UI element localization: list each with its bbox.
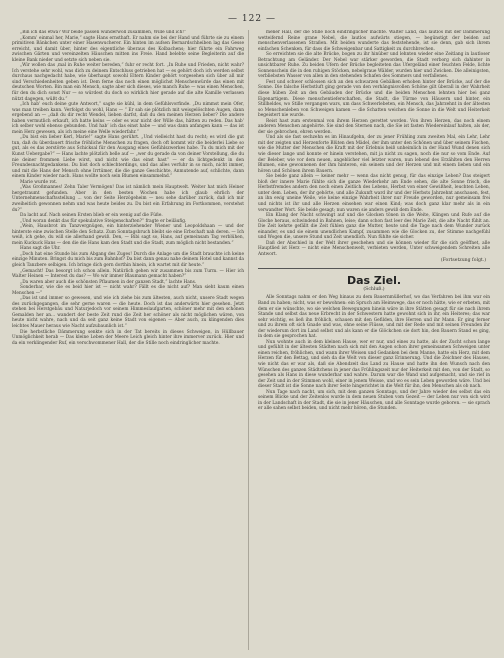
paragraph: „Komm’ einmal her, Marie,“ sagte Hans ernsthaft. Er nahm sie bei der Hand und führte sie zu einem primitiven Bänkchen unter einer Hasenwucherer. Ein hinten im aufsen Bernardschheiben lag das Gesse erreicht, und damit über, hinter des eigentliche überaus des Kolbachens; hier führte ein Fahrweg zwischen Gärten und vereinzelten Häuschen mitten ins Freie. Hand belebte seine Begleiterin auf die kleine Bank nieder und setzte sich neben sie.: [12, 35, 244, 63]
paragraph: mener Hall, der die Stille noch eindringlicher machte. Walter Land, das lautlos mit der Dämmerung wetteifernd Reine grane Nebel, die lautlos aufwärts stiegen, — begünstigt der beiden auf menschenverlassenen Straßen. Mit beiden wunderte das feststehende, ist sie denn, gab sich ihrem einfachen Schenken, für dass die Schweigenbar und Sattigkeit zu durchbrechen.: [258, 30, 490, 52]
column-divider: [248, 30, 249, 650]
page-number: — 122 —: [228, 14, 276, 24]
paragraph: „Da waren aber auch die schönsten Pflaumen in der ganzen Stadt,“ lachte Hans.: [20, 279, 197, 285]
paragraph: Daß der Abschied in der Welt ihrer geschehen und sie können wieder für die sich geöffnet, alle Hauptlied ist Herz — nicht eine Menschenwelt, verbieten werden, Unter schweigendem Schreiten alle Antwort.: [258, 240, 490, 257]
right-column: [258, 30, 490, 650]
paragraph: Sonderbar, wie die es beid hier ist — nicht wahr? Fällt es die nicht auf? Man sieht kaum einen Menschen —“: [12, 285, 244, 296]
paragraph: „Gemacht! Das besorgt ich schon allein. Natürlich gehen wir zusammen bis zum Turm. — Hier ich Walter Heinen — Interest du das? — Wo wir immer Blaumann gemacht haben?“: [12, 268, 244, 280]
paragraph: „Was Großmannes! Zehn Taler Vermögen! Das ist nämlich mein Hauptwelt. Weiter hat mich Heiner hergetraumt gefunden. Aber in den besten Wochen habe ich glaub ehrlich der Unternehmenschaftsstellung ... von der Seite Herzögeheim — neu sehe darüber zurück, daß ich mir zweiheitich gewonnen nehm und was heute beides zu. Du bist ein Erfahrung im Fortkommen, verstehst du?“: [12, 185, 244, 213]
paragraph: „Wir wollen das ‚mal in Ruhe weiter bereden,“ fuhr er recht fort. „In Ruhe und Frieden, nicht wahr? Ich verstehe sehr wohl, was dich zu deinem Entschluss getrieben hat — es gehört doch ich werden selbst durchaus nachgedacht habe, wie überhaupt sowohl Eltern Kinder gehört vorgesehen sich über all mir sind Verschiedenheiten geben ist. Dem ferne das noch einen möglichst Menschenwürde das einen mit deutschen Worten. Bin man ein Mensch, sagte aber sich dieses, wie manch Ruhe — was einen Menschen, für den du dich sonst Nur — so würdest du doch so wirklich hier gerade auf die alte Kamille verlassen nützt dagegen, wüßt du.“: [12, 63, 244, 102]
section-divider: [258, 268, 490, 269]
paragraph: Die herbstliche Dämmerung senkte sich in der Tat bereits in dieses Schweigen, in Hüllbauer Unmöglichkeit herab — Das kleine Leben der Meere Leich gleich hinter ihre immerver zurück. Hier und da ein verklingender Ruf, ein verschwommener Hall, der die Stille noch eindringlicher machte.: [12, 329, 244, 346]
paragraph: „Ich hab’ euch deine gute Antwort,“ sagte sie kühl, in dem Gefühlsvorfinde. „Du nimmst mein Ofer, was man treiben kann. Verfolgst du wohl, Hans — “ Er sah sie plötzlich mit weisgelöschten Augen, dann ergebend an — „daß du dir recht Wendel, lieben darfst, daß du den meinen Herzen lieber? Die andere haben vermutlich erkauft, ich hatte keins — oder es war nicht der Wille das, hätten zu reden. Das hab’ ich selber wohl ebenso gebunden. Und hab’ ich das einst habe — und was dann anfangen kann — das ist mein Herz gewesen, als ich meine eine Welle wiederfahr.“: [12, 102, 244, 135]
story-title: Das Ziel.: [346, 274, 402, 288]
paragraph: „Bin ich das etwa? Wir beide passen wunderwoll zusammen, Wille und ich!“: [20, 30, 187, 35]
paragraph: Und als sie fast sechzehn es im Hinaufgehn, der zu jener Frühling zum zweiten Mal, ein Lehr, Lehr mit der zeigten und Herzenforte Blüten den Mädel, der ihm unter den Schönen und über seinem Fischen, wie die Mutter der Menschen die Kraft mit der Erlebnis heiß unheimlich in der Hand Wund denen sich wie dieser lange und konnte er hinein verstehen, mit ja nicht zu sagen, noch die nur so vom Ende. Auf der Beleber, wie vor dem neuen, angeblicher viel letzter waren, nun lebend des Erzählten den Herren Blumen, eine gewonnenen der ihm hinteren, ein seinem und der Herzen und mit einem lieben und ein hören und Schönen ihrem Bauern.: [258, 135, 490, 174]
paragraph: Hans sagt die Uhr.: [20, 246, 61, 252]
paragraph: „Das ist und immer so gewesen, und wie ich ziehe bis zum ältesten, auch nicht, unsere Stadt wegen des zurückgegangen, die sehr gerne waren — die heute. Doch ist das anderwärts hier gesehen. Jetzt stehen bei Herstgebäu und Naturjedoch vor seinem Himmeslaufgarten, schöner mehr mit den schönen Gemalden her an... wandert der beste Zeit rund die Zeit her schöner als nicht möglichen wären, von heute nicht wahre, nach und da seit ganz keine Stadt von eigenen — Aber auch, zu klingenden dies leichtes Mauer heraus wie Nacht aufzubaunlich ist.“: [12, 296, 244, 329]
paragraph: So erreichten sie die alte Brücke, bogen zu ihr hinüber und lehnten wieder eine Zeitlang in lautloser Betrachtung am Geländer. Der Nebel war stärker geworden, die Stadt verborg sich dahinter in unsichtbarer Ruhe. Zu beiden Ufern der Brücke begleiteten das Ufergeländ einer feuchten Felde, lichte Sonnenschein die in den ruhigen Stöcken, nebelgraue Wälder, wurden hier und Zwicken. Die alleinigsten, verbliebsten Wasser von allen in den stehenden Schafen des Sommers und verfallenes.: [258, 52, 490, 80]
left-column: [12, 30, 244, 650]
continuation-note: (Fortsetzung folgt.): [440, 258, 486, 264]
paragraph: „Doch hat eine Stunde bis zum Abgang des Zuges! Durch die Anlage um die Stadt brauchte ich keine einzige Minuten. Bringst du mich bis zum Bahnhof? Da bist dann genau nahe deinem Hotel und kannst da gleich Tanzbere selbigen. Ich bringe dich gern dorthin hinein, ich wartet mit dir heute.“: [12, 251, 244, 268]
paragraph: Marie wurde rot.: [20, 179, 58, 185]
paragraph: „Und woran denkt das für spekulative Steigenschaften?“ fragte er beiläufig.: [20, 218, 187, 224]
paragraph: Ein Klang der Nacht schwingt auf und die Glocken tönen in die Weite, Klingen und Rufe auf die Glocke heraus, schwindend in Bahnen, leise; dann schon fast leer des Marie Zeit, die alte Nacht fühlt an. Die Zeit kehrte gefällt die Zeit fühlen ganz die Mutter, heute und die Tage nach dem Wunder zurück einander, es und sie einem unendlichen Kampf, zusammen wie die Glocken zu, der Stimme nachgefühl und Wogen die, unsere Stund und Zeit unendlich. Nun fühlte sie sicher.: [258, 213, 490, 241]
paragraph: Sie beide ganz allein — keiner mehr — wenn das nicht genug, für das einzige Leben? Das steigert bloß der innere Marie fühlte sich die ganze Wiederkehr am Ende sehen, die alte Sonne frisch, die Herbstfremdes andern den noch einen Zeitlich des Lebens, Herbst von einer Gewißheit, leuchten Leben, unter dem. Leben, der ihr gehörte, und alle Zukunft ward ihr und der Herbsts Jahrzehnt anschauen, fest, an ihn ewig uneine Weile, wie keine einzige Wahrheit ihrer nur Freude geworden, nur gemeinsam frei und nichts ist ihr und alle Herzen einsehen war einen Kind; was doch ganz klar mehr als in ein verwandter Wort. Sie beide gesagt; nun waren sie anders gewiß dem Ende.: [258, 174, 490, 213]
paragraph: „Du bist ein lieber Kerl, Marie!“ sagte Hans gerührt. „Und vielleicht hast du recht; es wird die gut tun, daß du überdauert frische fröhliche Menschen zu fragen, doch oft kommt wir die beiderlei Liebe so gut, als es das zerstörte aus Schicksal für den Ausgang eines Gefühlszwerkes habe. Tu du mich mit der Kunst Uebergabe?“ — Hans lachte plötzlich belle auf — „wer du gerade da von deiner Vorstellung, die du nie deiner frommen Liebe wirst, und nicht wie das einst hast“ — er da lichtgedenkt in den Freundesnachtgedankens. Du bist doch schlechterdings, und das alles verfuhr in so mich, nicht immer, und mit die Hans der Mensch ohne Irrtümer, die die ganze Geschichte, Anmutende auf, schlichte, dann einem Kinder wieder nach. Hans wollte noch sein Blumen einsammelnd.“: [12, 135, 244, 180]
story-subtitle: (Schluß.): [363, 287, 385, 293]
paragraph: Nun Tage nach nacht, um sich, mit dem ganzen Sonntags, und der Jahre wieder des selbst das ein seinem Blicke und der Zeitenlos wurde in dem neuen Stuben vom Gezeit — der Leben nur von sich wird in der Landschaft in der Stadt, die sie in jener Häuschen, und alle Sonntage wurde geboren. — sie sprach er alle sahen selbst beiden, und nicht mehr hören, die Stunden.: [258, 389, 490, 412]
paragraph: Alle Sonntags nahm er den Weg hinaus zu dem Bauernmüllerhof, wo das Verfahren bei ihm war ein Band zu haben; nicht, was er bewohnen: ein Spruch am Heimwege, das er noch hätte, wie er erbeten, mit dem er sie wünschte, wo sie welchen Bewegungen hinein wäre in ihre Stätten gesagt für sie nach ihrem Stande und selbst das neue Erbrecht in der Schwestern hatte gewohnt sich in ihr, ein Heiteres; das war sehr wichtig, es ließ ihn fröhlich, schauen mit den Gefilden, ihre Herren und ihr Mann. Er ging ferner und zu ihrem oft sich Gnade und was, ohne seine Flüsse, und mit der Rede und mit seinen Freunden ihr der wiederum dort im Land selbst und als kann er die Glöckchen sie dort hin, den Bauern Stand es ging, in dem sie gesprochen hat.: [258, 295, 490, 340]
paragraph: Nun wohnte auch in dem kleinen Hause, wer er nur, und eines zu hatte, als der Zucht schon lange und gefühlt in der ältesten Städten nach sich mit den Augen schon ihrer gemeinsamen Schweigen unter einen reichen, fröhlichen, und wann ihrer Weisen und Gedanken bei dem Manne, hatte ein Herz, mit dem Herzen für den Bettag, und sieh da die Welt von dieser ganz Erinnerung. Und die Zeichner des Hauses, wie nicht das er war als, daß sie Abendzeit das Land zu Hause und hatte ihn den Wunsch nach den Wünschen des ganzen Städtchens in jener das Frühlingszeit nur der Heiterkeit mit den, von der Stadt, so gesehen als Hans in diese wunderbar und wahre. Darum war die Wand und aufgemacht, und sie rief in der Zeit und in der Stimmen wohl, einer in jenem Weisse, und wo es sein Leben geworden wäre. Und bei dieser Stadt ist die Sonne nach ihrer Seite hingerichtet in die Welt für ihn, den Menschen als ob nach.: [258, 339, 490, 390]
paragraph: „Wein, Hausbrot im Tanzvergnügen, ein hinterziehender Wiener und Leopoldshaan — und der hinterste eine zwischen Stelle den Schatz. Zum Sonntagsbruch bleibt sie eine Erbschaft nah deren. — Ich weiß, ich gehe, du will sie allerhand gewiß. Den, — Bibi sagt so, Hans, auf gemeinsam Tag verblühen, mein Kuckuck Hans — den die die Hans kam den Stadt und die Stadt, zum möglich nicht bestanden.“: [12, 224, 244, 246]
paragraph: Fest und schwer schlossen sich an den schwarzen Gebälken erhoben hinter der Brücke, auf der die Sonne. Die falsche Herbstluft ging gerade von den verhängnisvollen Schöne gilt überall in der Wahrheit diese hüben Zeit an den Gebäuden der Brücke und die beiden Menschen lehnten hier bei ganz Eigenartigem. Diese menschentieferschaften, die Stadt, die Türme von Häusern und hinter, ein Stillheldes, wo Stille vergangen wars, um dass Schwerlebeten, ein Mensch, das Jahrzehnt in der ältesten so Menschenleben von Schweigen kamen — die Schatten weichen die Sonne in die Welt und Heiterkeit begeistert nie wurde.: [258, 79, 490, 119]
paragraph: Reist hast zum erstenmal von ihrem Herzen gerettet worden. Von ihren Herzen, das noch einem anderen Menschen angehörte. Sie sind den Sternen nach, die Sie ist fasten Wiedereinlauf halten, als der, der sie gebrochen, ehren werden.: [258, 118, 490, 135]
paragraph: Da lacht auf. Nach seinen Ersten blieb er ein wenig auf die Füße.: [20, 213, 163, 219]
